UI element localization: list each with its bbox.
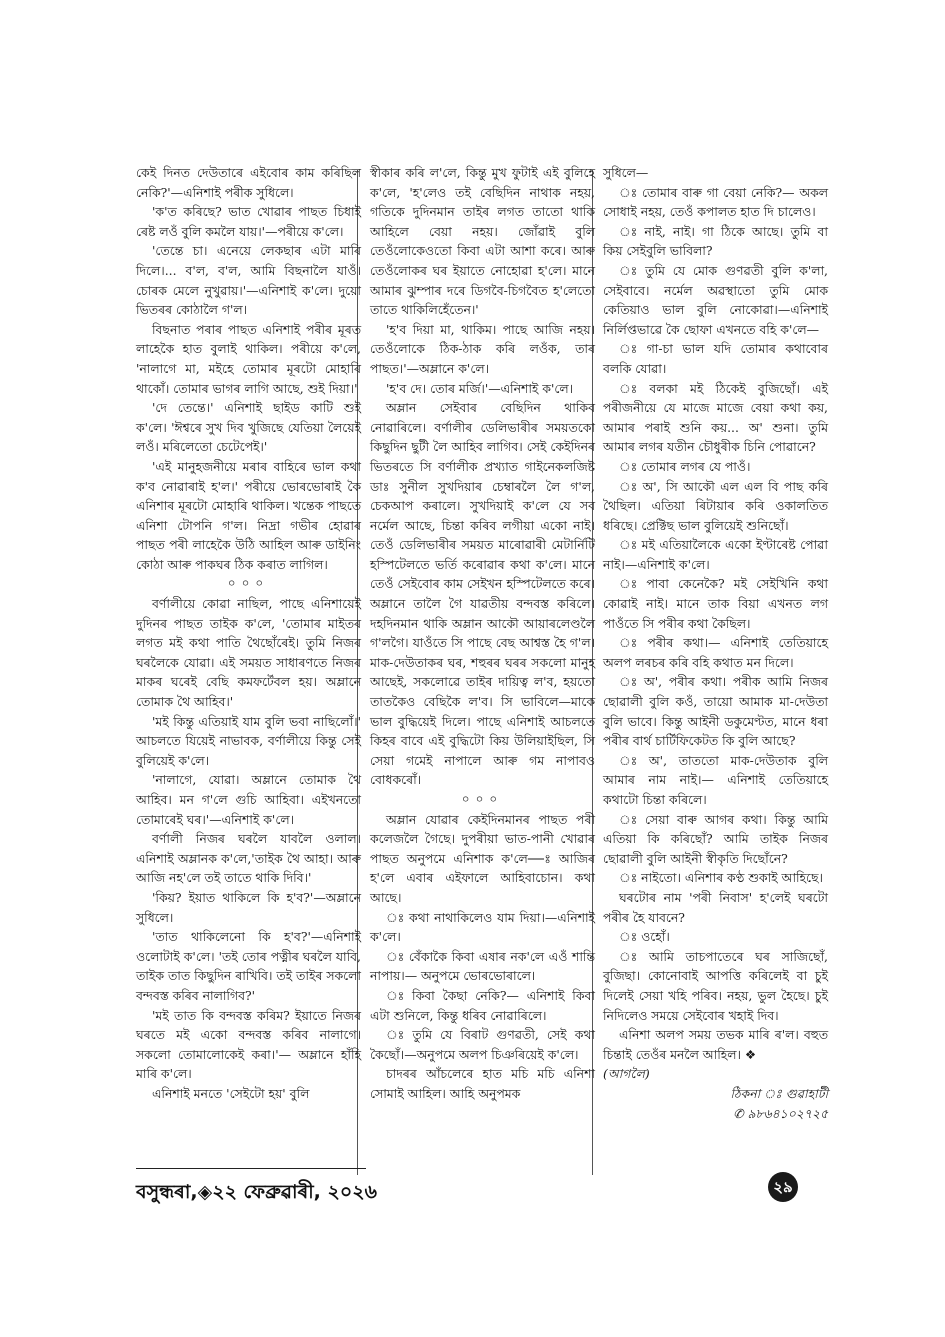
author-address: ঠিকনা ঃ গুৱাহাটী bbox=[730, 1085, 828, 1101]
paragraph: এনিশাই মনতে 'সেইটো হয়' বুলি bbox=[152, 1085, 310, 1101]
paragraph: অম্লান সেইবাৰ বেছিদিন থাকিব নোৱাৰিলে। বৰ্ণালীৰ ডেলিভাৰীৰ সময়তকো কিছুদিন ছুটী লৈ আহিব লাগিব। সেই কেইদিনৰ ভিতৰতে সি বৰ্ণালীক প্ৰখ্যাত গাইনেকলজিষ্ট ডাঃ সুনীল সুখদিয়াৰ চেম্বাৰলৈ লৈ গ'ল, চেকআপ কৰালে। সুখদিয়াই ক'লে যে সব নৰ্মেল আছে, চিন্তা কৰিব লগীয়া একো নাই। তেওঁ ডেলিভাৰীৰ সময়ত মাৰোৱাৰী মেটাৰ্নিটি হস্পিটেলতে ভৰ্তি কৰোৱাৰ কথা ক'লে। মানে তেওঁ সেইবোৰ কাম সেইখন হস্পিটেলতে কৰে। অম্লানে তালৈ গৈ যাৱতীয় বন্দবস্ত কৰিলে। দহদিনমান থাকি অম্লান আকৌ আয়াৰলেণ্ডলৈ গ'লগৈ। যাওঁতে সি পাছে বেছ আশ্বস্ত হৈ গ'ল। মাক-দেউতাকৰ ঘৰ, শহুৰৰ ঘৰৰ সকলো মানুহ আছেই, সকলোৱে তাইৰ দায়িত্ব ল'ব, হয়তো তাতকৈও বেছিকৈ ল'ব। সি ভাবিলে—মাকে ভাল বুদ্ধিয়েই দিলে। পাছে এনিশাই আচলতে কিহৰ বাবে এই বুদ্ধিটো কিয় উলিয়াইছিল, সি সেয়া গমেই নাপালে আৰু গম নাপাবও বোধকৰোঁ। bbox=[370, 400, 595, 788]
paragraph: ঃ গা-চা ভাল যদি তোমাৰ কথাবোৰ বলকি যোৱা। bbox=[603, 341, 828, 376]
paragraph: বিছনাত পৰাৰ পাছত এনিশাই পৰীৰ মূৰত লাহেকৈ হাত বুলাই থাকিল। পৰীয়ে ক'লে, 'নালাগে মা, মইহে তোমাৰ মূৰটো মোহাৰি থাকোঁ। তোমাৰ ভাগৰ লাগি আছে, শুই দিয়া।' bbox=[136, 321, 361, 396]
paragraph: সুধিলে— bbox=[603, 165, 649, 180]
paragraph: ঃ নাইতো। এনিশাৰ কণ্ঠ শুকাই আহিছে। bbox=[619, 870, 823, 886]
paragraph: ঃ সেয়া বাৰু আগৰ কথা। কিন্তু আমি এতিয়া কি কৰিছোঁ? আমি তাইক নিজৰ ছোৱালী বুলি আইনী স্বীকৃতি দিছোঁনে? bbox=[603, 811, 828, 866]
paragraph: ঃ তোমাৰ লগৰ যে পাওঁ। bbox=[619, 458, 751, 474]
paragraph: 'ক'ত কৰিছে? ভাত খোৱাৰ পাছত চিধাই ৰেষ্ট লওঁ বুলি কমলৈ যায়।'—পৰীয়ে ক'লে। bbox=[136, 204, 361, 239]
column-3 bbox=[603, 163, 828, 1123]
paragraph: বৰ্ণালী নিজৰ ঘৰলৈ যাবলৈ ওলাল। এনিশাই অম্লানক ক'লে,'তাইক থৈ আহা। আৰু আজি নহ'লে তই তাতে থাকি দিবি।' bbox=[136, 831, 361, 886]
paragraph: ঃ বেঁকাকৈ কিবা এষাৰ নক'লে এওঁ শান্তি নাপায়।— অনুপমে ভোৰভোৰালে। bbox=[370, 948, 595, 984]
paragraph: ঃ পাবা কেনেকৈ? মই সেইখিনি কথা কোৱাই নাই। মানে তাক বিয়া এখনত লগ পাওঁতে সি পৰীৰ কথা কৈছিল। bbox=[603, 576, 828, 631]
paragraph: 'তাত থাকিলেনো কি হ'ব?'—এনিশাই ওলোটাই ক'লে। 'তই তোৰ পত্নীৰ ঘৰলৈ যাবি, তাইক তাত কিছুদিন ৰাখিবি। তই তাইৰ সকলো বন্দবস্ত কৰিব নালাগিব?' bbox=[136, 929, 361, 1003]
paragraph: ঃ অ', পৰীৰ কথা। পৰীক আমি নিজৰ ছোৱালী বুলি কওঁ, তায়ো আমাক মা-দেউতা বুলি ভাবে। কিন্তু আইনী ডকুমেণ্টত, মানে ধৰা পৰীৰ বাৰ্থ চাৰ্টিফিকেটত কি বুলি আছে? bbox=[603, 674, 828, 749]
column-2 bbox=[370, 163, 595, 1104]
continued-label: (আগলৈ) bbox=[603, 1066, 650, 1082]
author-phone: ✆ ৯৮৬৪১০২৭২৫ bbox=[733, 1105, 828, 1121]
paragraph: ঃ অ', তাততো মাক-দেউতাক বুলি আমাৰ নাম নাই।— এনিশাই তেতিয়াহে কথাটো চিন্তা কৰিলে। bbox=[603, 752, 828, 807]
paragraph: ঃ তোমাৰ বাৰু গা বেয়া নেকি?— অকল সোধাই নহয়, তেওঁ কপালত হাত দি চালেও। bbox=[603, 184, 828, 220]
paragraph: স্বীকাৰ কৰি ল'লে, কিন্তু মুখ ফুটাই এই বুলিহে ক'লে, 'হ'লেও তই বেছিদিন নাথাক নহয়, গতিকে দুদিনমান তাইৰ লগত তাতো থাকি আহিলে বেয়া নহয়। জোঁৱাই বুলি তেওঁলোকেওতো কিবা এটা আশা কৰে। আৰু তেওঁলোকৰ ঘৰ ইয়াতে নোহোৱা হ'লে। মানে আমাৰ ঝুম্পাৰ দৰে ডিগবৈ-চিগবৈত হ'লেতো তাতে থাকিলিহেঁতেন।' bbox=[370, 165, 595, 318]
paragraph: 'হ'ব দিয়া মা, থাকিম। পাছে আজি নহয়। তেওঁলোকে ঠিক-ঠাক কৰি লওঁক, তাৰ পাছত।'—অম্লানে ক'লে। bbox=[370, 321, 595, 376]
paragraph: 'হ'ব দে। তোৰ মৰ্জি।'—এনিশাই ক'লে। bbox=[386, 380, 574, 396]
paragraph: ঃ বলকা মই ঠিকেই বুজিছোঁ। এই পৰীজনীয়ে যে মাজে মাজে বেয়া কথা কয়, আমাৰ পৰাই শুনি কয়... অ' শুনা। তুমি আমাৰ লগৰ যতীন চৌধুৰীক চিনি পোৱানে? bbox=[603, 380, 828, 455]
paragraph: ঃ কথা নাথাকিলেও যাম দিয়া।—এনিশাই ক'লে। bbox=[370, 909, 595, 945]
paragraph: 'দে তেন্তে।' এনিশাই ছাইড কাটি শুই ক'লে। 'ঈশ্বৰে সুখ দিব খুজিছে যেতিয়া লৈয়েই লওঁ। মৰিলেতো চেটেপেই।' bbox=[136, 400, 361, 455]
paragraph: ঃ মই এতিয়ালৈকে একো ইণ্টাৰেষ্ট পোৱা নাই।—এনিশাই ক'লে। bbox=[603, 537, 828, 572]
paragraph: 'নালাগে, যোৱা। অম্লানে তোমাক থৈ আহিব। মন গ'লে গুচি আহিবা। এইখনতো তোমাৰেই ঘৰ।'—এনিশাই ক'লে। bbox=[136, 772, 361, 827]
page-number: ২৯ bbox=[768, 1172, 798, 1202]
paragraph: ঃ কিবা কৈছা নেকি?— এনিশাই কিবা এটা শুনিলে, কিন্তু ধৰিব নোৱাৰিলে। bbox=[370, 987, 595, 1023]
paragraph: কেই দিনত দেউতাৰে এইবোৰ কাম কৰিছিল নেকি?'—এনিশাই পৰীক সুধিলে। bbox=[136, 165, 361, 200]
column-1 bbox=[136, 163, 361, 1104]
paragraph: 'মই কিন্তু এতিয়াই যাম বুলি ভবা নাছিলোঁ।' আচলতে যিয়েই নাভাবক, বৰ্ণালীয়ে কিন্তু সেই বুলিয়েই ক'লে। bbox=[136, 713, 361, 768]
paragraph: বৰ্ণালীয়ে কোৱা নাছিল, পাছে এনিশায়েই দুদিনৰ পাছত তাইক ক'লে, 'তোমাৰ মাইতৰ লগত মই কথা পাতি থৈছোঁৰেই। তুমি নিজৰ ঘৰলৈকে যোৱা। এই সময়ত সাধাৰণতে নিজৰ মাকৰ ঘৰেই বেছি কমফৰ্টেবল হয়। অম্লানে তোমাক থৈ আহিব।' bbox=[136, 596, 361, 710]
paragraph: 'মই তাত কি বন্দবস্ত কৰিম? ইয়াতে নিজৰ ঘৰতে মই একো বন্দবস্ত কৰিব নালাগে। সকলো তোমালোকেই কৰা।'— অম্লানে হাঁহি মাৰি ক'লে। bbox=[136, 1007, 361, 1082]
paragraph: ঃ তুমি যে বিৰাট গুণৱতী, সেই কথা কৈছোঁ।—অনুপমে অলপ চিঞৰিয়েই ক'লে। bbox=[370, 1027, 595, 1062]
paragraph: 'তেন্তে চা। এনেয়ে লেকছাৰ এটা মাৰি দিলে।... ব'ল, ব'ল, আমি বিছনালৈ যাওঁ। চোৰক মেলে নুখুৱায়।'—এনিশাই ক'লে। দুয়ো ভিতৰৰ কোঠালৈ গ'ল। bbox=[136, 243, 361, 318]
paragraph: ঃ তুমি যে মোক গুণৱতী বুলি ক'লা, সেইবাবে। নৰ্মেল অৱস্থাতো তুমি মোক কেতিয়াও ভাল বুলি নোকোৱা।—এনিশাই নিৰ্লিপ্তভাৱে কৈ ছোফা এখনতে বহি ক'লে— bbox=[603, 262, 828, 337]
paragraph: এনিশা অলপ সময় তভক মাৰি ৰ'ল। বহুত চিন্তাই তেওঁৰ মনলৈ আহিল। ❖ bbox=[603, 1027, 828, 1062]
section-separator: ০০০ bbox=[461, 792, 504, 806]
footer-magazine-date: বসুন্ধৰা,◈২২ ফেব্ৰুৱাৰী, ২০২৬ bbox=[136, 1181, 377, 1203]
paragraph: ঃ আমি তাচপাতেৰে ঘৰ সাজিছোঁ, বুজিছা। কোনোবাই আপত্তি কৰিলেই বা চুই দিলেই সেয়া খহি পৰিব। নহয়, ভুল হৈছে। চুই নিদিলেও সময়ে সেইবোৰ খহাই দিব। bbox=[603, 948, 828, 1023]
paragraph: চাদৰৰ আঁচলেৰে হাত মচি মচি এনিশা সোমাই আহিল। আহি অনুপমক bbox=[370, 1066, 595, 1101]
paragraph: 'এই মানুহজনীয়ে মৰাৰ বাহিৰে ভাল কথা ক'ব নোৱাৰাই হ'ল।' পৰীয়ে ভোৰভোৰাই কৈ এনিশাৰ মূৰটো মোহাৰি থাকিল। খন্তেক পাছতে এনিশা টোপনি গ'ল। নিদ্ৰা গভীৰ হোৱাৰ পাছত পৰী লাহেকৈ উঠি আহিল আৰু ডাইনিং কোঠা আৰু পাকঘৰ ঠিক কৰাত লাগিল। bbox=[136, 458, 361, 572]
paragraph: 'কিয়? ইয়াত থাকিলে কি হ'ব?'—অম্লানে সুধিলে। bbox=[136, 889, 361, 925]
paragraph: ঘৰটোৰ নাম 'পৰী নিবাস' হ'লেই ঘৰটো পৰীৰ হৈ যাবনে? bbox=[603, 889, 828, 925]
paragraph: ঃ অ', সি আকৌ এল এল বি পাছ কৰি থৈছিল। এতিয়া ৰিটায়াৰ কৰি ওকালতিত ধৰিছে। প্ৰেক্টিছ ভাল বুলিয়েই শুনিছোঁ। bbox=[603, 478, 828, 533]
paragraph: ঃ নাই, নাই। গা ঠিকে আছে। তুমি বা কিয় সেইবুলি ভাবিলা? bbox=[603, 223, 828, 259]
paragraph: ঃ ওহোঁ। bbox=[619, 929, 670, 945]
paragraph: ঃ পৰীৰ কথা।— এনিশাই তেতিয়াহে অলপ লৰচৰ কৰি বহি কথাত মন দিলে। bbox=[603, 635, 828, 670]
footer-rule bbox=[136, 1168, 366, 1169]
section-separator: ০০০ bbox=[227, 576, 270, 591]
paragraph: অম্লান যোৱাৰ কেইদিনমানৰ পাছত পৰী কলেজলৈ গৈছে। দুপৰীয়া ভাত-পানী খোৱাৰ পাছত অনুপমে এনিশাক ক'লে—ঃ আজিৰ হ'লে এবাৰ এইফালে আহিবাচোন। কথা আছে। bbox=[370, 811, 595, 905]
